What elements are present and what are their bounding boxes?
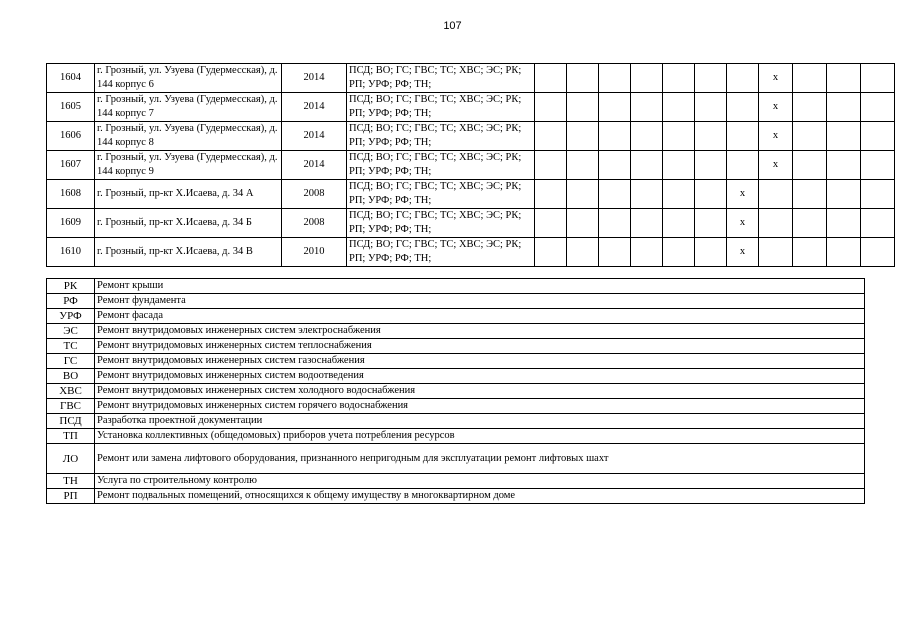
mark-cell xyxy=(827,64,861,93)
legend-row xyxy=(47,294,865,309)
legend-description: Ремонт подвальных помещений, относящихся к общему имуществу в многоквартирном доме xyxy=(95,489,865,504)
legend-code: ВО xyxy=(47,369,95,384)
mark-cell xyxy=(599,64,631,93)
works-cell: ПСД; ВО; ГС; ГВС; ТС; ХВС; ЭС; РК; РП; УРФ; РФ; ТН; xyxy=(347,122,535,151)
mark-cell xyxy=(727,64,759,93)
mark-cell xyxy=(599,122,631,151)
mark-cell xyxy=(793,151,827,180)
legend-code: РП xyxy=(47,489,95,504)
mark-cell xyxy=(599,151,631,180)
address-cell: г. Грозный, пр-кт Х.Исаева, д. 34 А xyxy=(95,180,282,209)
houses-table xyxy=(46,63,895,267)
mark-cell xyxy=(631,122,663,151)
legend-description: Ремонт фундамента xyxy=(95,294,865,309)
works-cell: ПСД; ВО; ГС; ГВС; ТС; ХВС; ЭС; РК; РП; УРФ; РФ; ТН; xyxy=(347,180,535,209)
mark-cell xyxy=(599,209,631,238)
works-cell: ПСД; ВО; ГС; ГВС; ТС; ХВС; ЭС; РК; РП; УРФ; РФ; ТН; xyxy=(347,151,535,180)
mark-cell xyxy=(827,180,861,209)
row-number: 1604 xyxy=(47,64,95,93)
mark-cell xyxy=(695,64,727,93)
mark-cell xyxy=(861,93,895,122)
mark-cell xyxy=(861,238,895,267)
mark-cell xyxy=(631,209,663,238)
legend-code: ТН xyxy=(47,474,95,489)
mark-cell xyxy=(861,180,895,209)
table-row xyxy=(47,209,895,238)
mark-cell: x xyxy=(759,93,793,122)
legend-description: Ремонт внутридомовых инженерных систем теплоснабжения xyxy=(95,339,865,354)
mark-cell xyxy=(793,180,827,209)
mark-cell xyxy=(727,122,759,151)
mark-cell xyxy=(631,151,663,180)
legend-code: ГВС xyxy=(47,399,95,414)
year-cell: 2010 xyxy=(282,238,347,267)
legend-table xyxy=(46,278,865,504)
year-cell: 2014 xyxy=(282,93,347,122)
mark-cell xyxy=(793,209,827,238)
mark-cell xyxy=(631,180,663,209)
mark-cell xyxy=(793,238,827,267)
mark-cell xyxy=(535,238,567,267)
table-row xyxy=(47,64,895,93)
legend-code: ТП xyxy=(47,429,95,444)
mark-cell xyxy=(567,180,599,209)
year-cell: 2008 xyxy=(282,180,347,209)
legend-row xyxy=(47,384,865,399)
legend-description: Услуга по строительному контролю xyxy=(95,474,865,489)
mark-cell xyxy=(567,93,599,122)
mark-cell xyxy=(663,238,695,267)
address-cell: г. Грозный, ул. Узуева (Гудермесская), д. 144 корпус 7 xyxy=(95,93,282,122)
legend-row xyxy=(47,429,865,444)
mark-cell xyxy=(759,238,793,267)
row-number: 1610 xyxy=(47,238,95,267)
mark-cell xyxy=(535,93,567,122)
mark-cell xyxy=(827,122,861,151)
mark-cell xyxy=(759,209,793,238)
mark-cell xyxy=(827,151,861,180)
legend-description: Ремонт внутридомовых инженерных систем горячего водоснабжения xyxy=(95,399,865,414)
address-cell: г. Грозный, пр-кт Х.Исаева, д. 34 Б xyxy=(95,209,282,238)
mark-cell xyxy=(663,64,695,93)
mark-cell xyxy=(827,209,861,238)
table-row xyxy=(47,180,895,209)
mark-cell xyxy=(535,64,567,93)
legend-code: УРФ xyxy=(47,309,95,324)
mark-cell xyxy=(695,93,727,122)
row-number: 1607 xyxy=(47,151,95,180)
mark-cell xyxy=(827,93,861,122)
mark-cell xyxy=(793,93,827,122)
works-cell: ПСД; ВО; ГС; ГВС; ТС; ХВС; ЭС; РК; РП; УРФ; РФ; ТН; xyxy=(347,93,535,122)
mark-cell xyxy=(695,238,727,267)
mark-cell: x xyxy=(759,64,793,93)
mark-cell xyxy=(599,180,631,209)
legend-code: ПСД xyxy=(47,414,95,429)
year-cell: 2014 xyxy=(282,122,347,151)
legend-description: Ремонт или замена лифтового оборудования, признанного непригодным для эксплуатации ремонт лифтовых шахт xyxy=(95,444,865,474)
legend-row xyxy=(47,444,865,474)
address-cell: г. Грозный, ул. Узуева (Гудермесская), д. 144 корпус 9 xyxy=(95,151,282,180)
legend-description: Ремонт внутридомовых инженерных систем электроснабжения xyxy=(95,324,865,339)
legend-description: Ремонт крыши xyxy=(95,279,865,294)
mark-cell xyxy=(663,180,695,209)
row-number: 1605 xyxy=(47,93,95,122)
mark-cell xyxy=(567,209,599,238)
legend-row xyxy=(47,309,865,324)
legend-row xyxy=(47,339,865,354)
legend-description: Разработка проектной документации xyxy=(95,414,865,429)
legend-row xyxy=(47,414,865,429)
mark-cell xyxy=(759,180,793,209)
mark-cell xyxy=(827,238,861,267)
legend-description: Ремонт фасада xyxy=(95,309,865,324)
mark-cell xyxy=(663,209,695,238)
mark-cell: x xyxy=(727,238,759,267)
mark-cell xyxy=(695,209,727,238)
year-cell: 2014 xyxy=(282,151,347,180)
row-number: 1608 xyxy=(47,180,95,209)
mark-cell: x xyxy=(727,209,759,238)
legend-row xyxy=(47,369,865,384)
legend-code: ЛО xyxy=(47,444,95,474)
mark-cell xyxy=(663,151,695,180)
mark-cell xyxy=(663,93,695,122)
mark-cell xyxy=(599,93,631,122)
legend-row xyxy=(47,354,865,369)
mark-cell: x xyxy=(727,180,759,209)
mark-cell xyxy=(695,122,727,151)
page-number: 107 xyxy=(443,20,462,32)
year-cell: 2008 xyxy=(282,209,347,238)
legend-code: ЭС xyxy=(47,324,95,339)
mark-cell xyxy=(695,151,727,180)
address-cell: г. Грозный, пр-кт Х.Исаева, д. 34 В xyxy=(95,238,282,267)
row-number: 1609 xyxy=(47,209,95,238)
legend-code: ХВС xyxy=(47,384,95,399)
mark-cell xyxy=(631,238,663,267)
mark-cell: x xyxy=(759,122,793,151)
legend-row xyxy=(47,399,865,414)
mark-cell xyxy=(535,209,567,238)
legend-description: Ремонт внутридомовых инженерных систем холодного водоснабжения xyxy=(95,384,865,399)
legend-row xyxy=(47,474,865,489)
mark-cell xyxy=(793,64,827,93)
legend-code: ТС xyxy=(47,339,95,354)
legend-description: Ремонт внутридомовых инженерных систем газоснабжения xyxy=(95,354,865,369)
row-number: 1606 xyxy=(47,122,95,151)
table-row xyxy=(47,238,895,267)
legend-code: РФ xyxy=(47,294,95,309)
mark-cell xyxy=(599,238,631,267)
mark-cell xyxy=(567,238,599,267)
legend-description: Ремонт внутридомовых инженерных систем водоотведения xyxy=(95,369,865,384)
address-cell: г. Грозный, ул. Узуева (Гудермесская), д. 144 корпус 6 xyxy=(95,64,282,93)
works-cell: ПСД; ВО; ГС; ГВС; ТС; ХВС; ЭС; РК; РП; УРФ; РФ; ТН; xyxy=(347,64,535,93)
table-row xyxy=(47,122,895,151)
mark-cell xyxy=(535,151,567,180)
mark-cell xyxy=(727,93,759,122)
mark-cell xyxy=(861,122,895,151)
mark-cell xyxy=(793,122,827,151)
year-cell: 2014 xyxy=(282,64,347,93)
mark-cell xyxy=(535,180,567,209)
mark-cell xyxy=(663,122,695,151)
mark-cell xyxy=(727,151,759,180)
works-cell: ПСД; ВО; ГС; ГВС; ТС; ХВС; ЭС; РК; РП; УРФ; РФ; ТН; xyxy=(347,209,535,238)
legend-code: ГС xyxy=(47,354,95,369)
legend-code: РК xyxy=(47,279,95,294)
table-row xyxy=(47,93,895,122)
legend-row xyxy=(47,279,865,294)
mark-cell: x xyxy=(759,151,793,180)
mark-cell xyxy=(695,180,727,209)
legend-row xyxy=(47,489,865,504)
table-row xyxy=(47,151,895,180)
mark-cell xyxy=(567,122,599,151)
mark-cell xyxy=(861,64,895,93)
address-cell: г. Грозный, ул. Узуева (Гудермесская), д. 144 корпус 8 xyxy=(95,122,282,151)
mark-cell xyxy=(567,151,599,180)
mark-cell xyxy=(861,209,895,238)
works-cell: ПСД; ВО; ГС; ГВС; ТС; ХВС; ЭС; РК; РП; УРФ; РФ; ТН; xyxy=(347,238,535,267)
legend-description: Установка коллективных (общедомовых) приборов учета потребления ресурсов xyxy=(95,429,865,444)
mark-cell xyxy=(631,93,663,122)
mark-cell xyxy=(535,122,567,151)
mark-cell xyxy=(861,151,895,180)
mark-cell xyxy=(631,64,663,93)
mark-cell xyxy=(567,64,599,93)
legend-row xyxy=(47,324,865,339)
